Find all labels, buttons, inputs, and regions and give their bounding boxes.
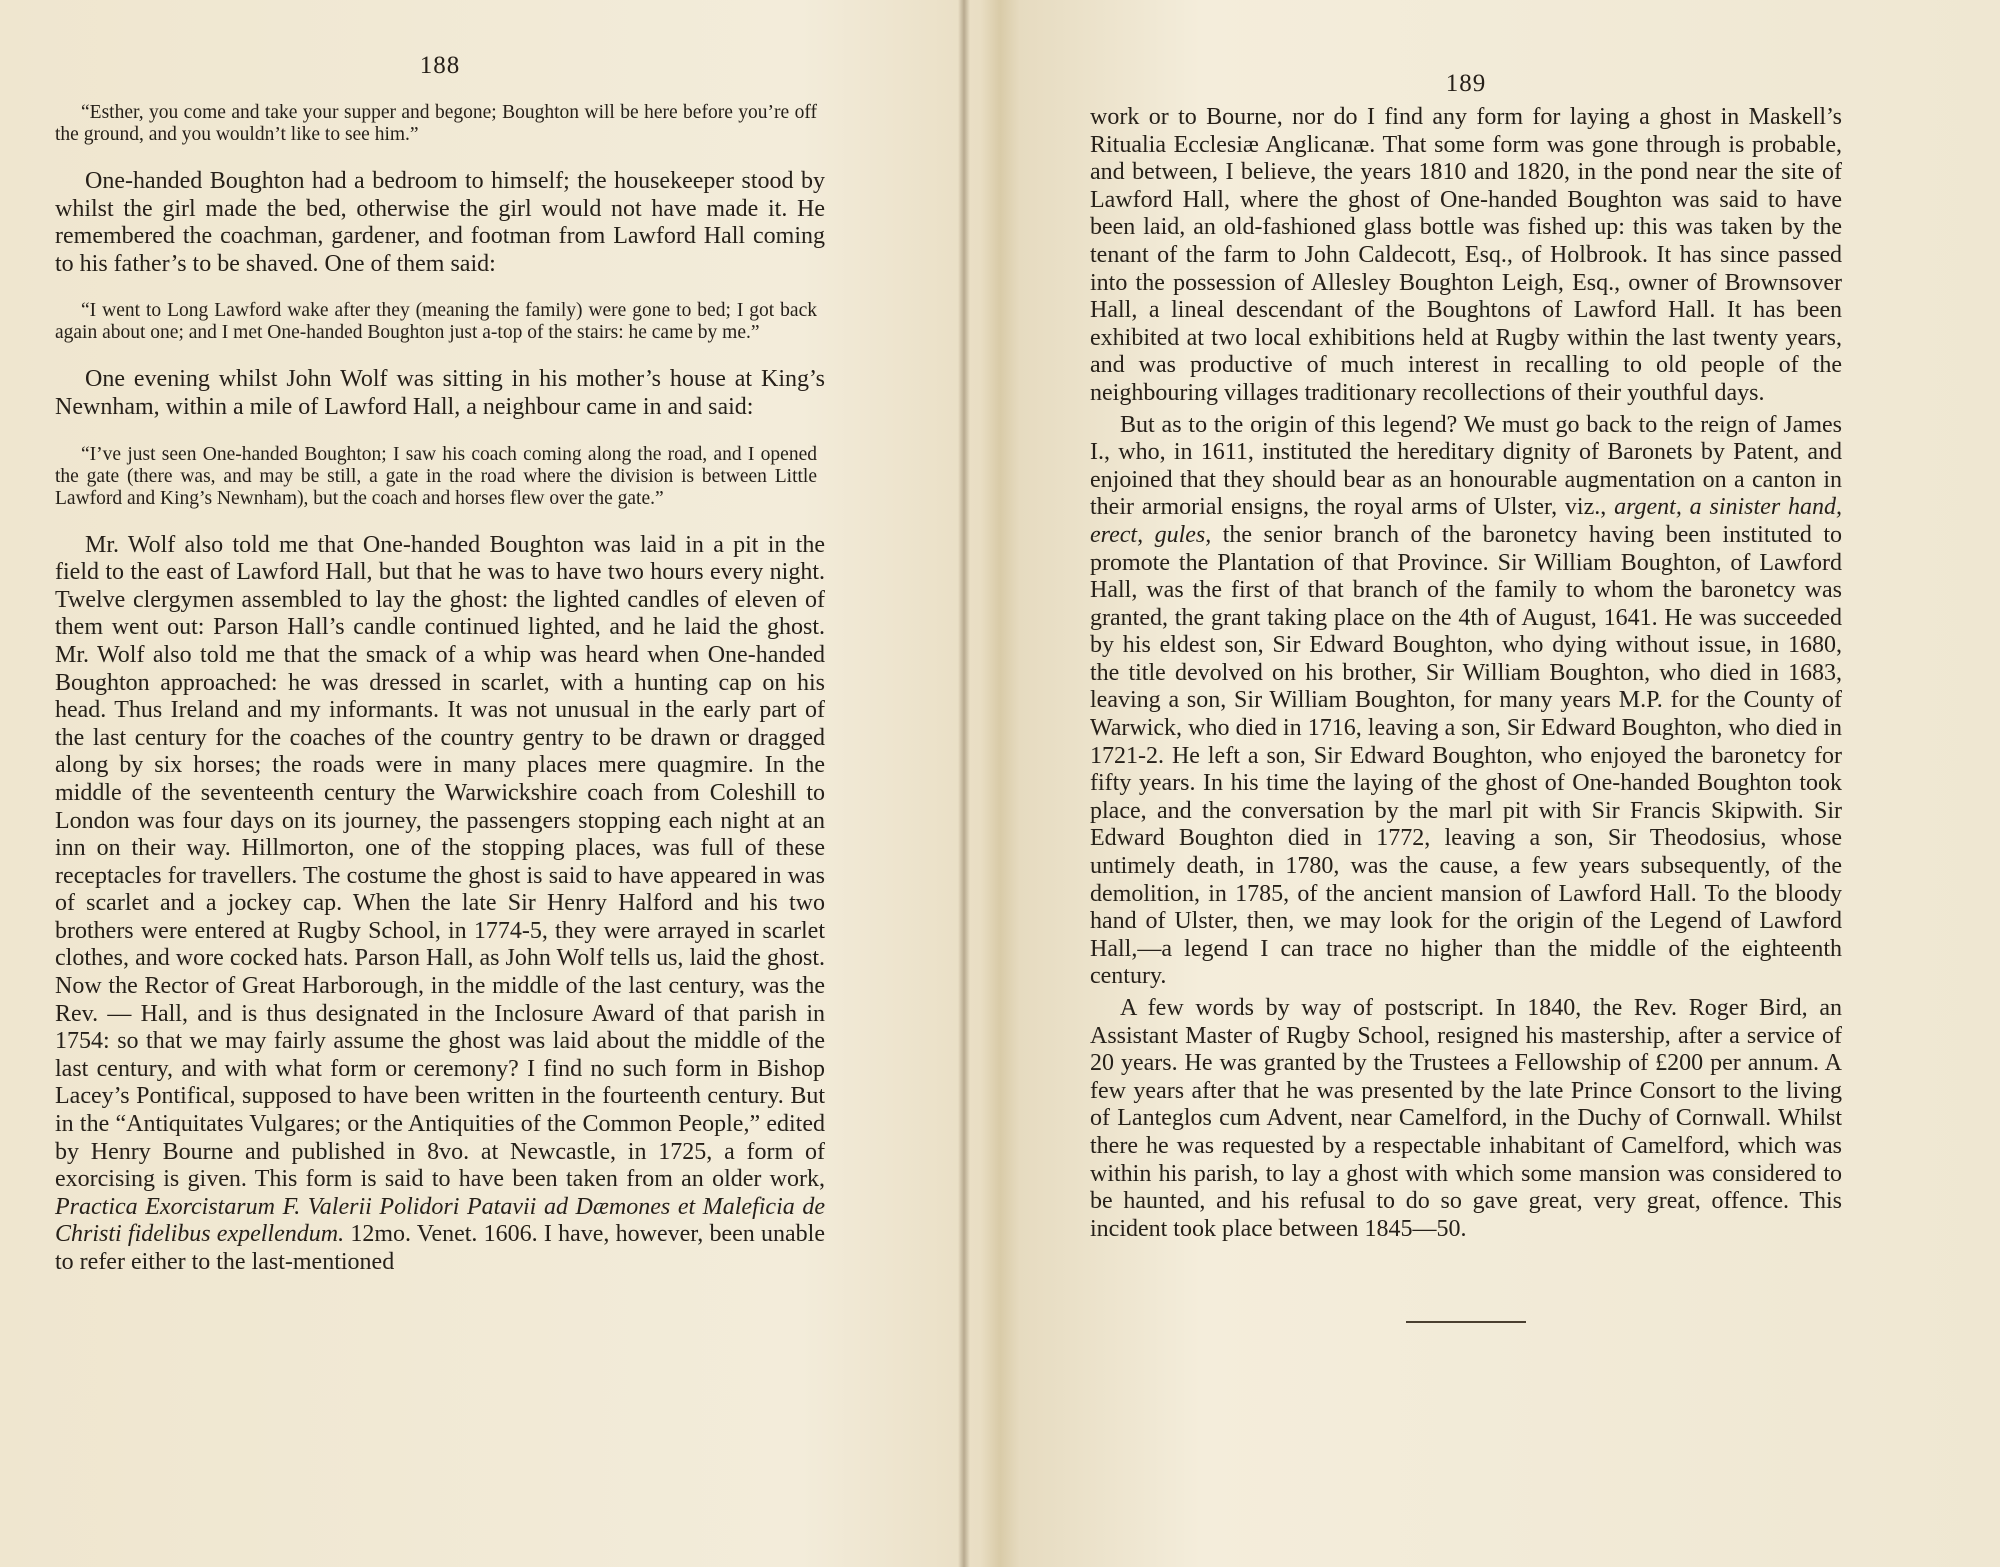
body-text: the senior branch of the baronetcy having been instituted to promote the Plantation of that Province. Sir William Boughton, of Lawford Hall, was the first of that branch of the family to whom the baronetcy was granted, the grant taking place on the 4th of August, 1641. He was succeeded by his eldest son, Sir Edward Boughton, who dying without issue, in 1680, the title devolved on his brother, Sir William Boughton, who died in 1683, leaving a son, Sir William Boughton, for many years M.P. for the County of Warwick, who died in 1716, leaving a son, Sir Edward Boughton, who died in 1721-2. He left a son, Sir Edward Boughton, who enjoyed the baronetcy for fifty years. In his time the laying of the ghost of One-handed Boughton took place, and the conversation by the marl pit with Sir Francis Skipwith. Sir Edward Boughton died in 1772, leaving a son, Sir Theodosius, whose untimely death, in 1780, was the cause, a few years subsequently, of the demolition, in 1785, of the ancient mansion of Lawford Hall. To the bloody hand of Ulster, then, we may look for the origin of the Legend of Lawford Hall,—a legend I can trace no higher than the middle of the eighteenth century.: [1090, 521, 1843, 990]
body-paragraph: A few words by way of postscript. In 1840, the Rev. Roger Bird, an Assistant Master of Rugby School, resigned his mastership, after a service of 20 years. He was granted by the Trustees a Fellowship of £200 per annum. A few years after that he was presented by the late Prince Consort to the living of Lanteglos cum Advent, near Camelford, in the Duchy of Cornwall. Whilst there he was requested by a respectable inhabitant of Camelford, which was within his parish, to lay a ghost with which some mansion was considered to be haunted, and his refusal to do so gave great, very great, offence. This incident took place between 1845—50.: [1090, 995, 1842, 1242]
body-paragraph: [1090, 412, 1842, 991]
section-divider: [1406, 1321, 1526, 1323]
body-paragraph: work or to Bourne, nor do I find any form for laying a ghost in Maskell’s Ritualia Ecclesiæ Anglicanæ. That some form was gone through is probable, and between, I believe, the years 1810 and 1820, in the pond near the site of Lawford Hall, where the ghost of One-handed Boughton was said to have been laid, an old-fashioned glass bottle was fished up: this was taken by the tenant of the farm to John Caldecott, Esq., of Holbrook. It has since passed into the possession of Allesley Boughton Leigh, Esq., owner of Brownsover Hall, a lineal descendant of the Boughtons of Lawford Hall. It has been exhibited at two local exhibitions held at Rugby within the last twenty years, and was productive of much interest in recalling to old people of the neighbouring villages traditionary recollections of their youthful days.: [1090, 104, 1842, 406]
body-paragraph: One-handed Boughton had a bedroom to himself; the housekeeper stood by whilst the girl made the bed, otherwise the girl would not have made it. He remembered the coachman, gardener, and footman from Lawford Hall coming to his father’s to be shaved. One of them said:: [55, 168, 825, 277]
page-number: 188: [419, 52, 461, 79]
latin-title: Practica Exorcistarum F. Valerii Polidori Patavii ad Dæmones et Maleficia de Christi fidelibus expellendum.: [55, 1193, 825, 1248]
quote-paragraph: “Esther, you come and take your supper and begone; Boughton will be here before you’re off the ground, and you wouldn’t like to see him.”: [55, 102, 817, 145]
body-text: Mr. Wolf also told me that One-handed Boughton was laid in a pit in the field to the east of Lawford Hall, but that he was to have two hours every night. Twelve clergymen assembled to lay the ghost: the lighted candles of eleven of them went out: Parson Hall’s candle continued lighted, and he laid the ghost. Mr. Wolf also told me that the smack of a whip was heard when One-handed Boughton approached: he was dressed in scarlet, with a hunting cap on his head. Thus Ireland and my informants. It was not unusual in the early part of the last century for the coaches of the country gentry to be drawn or dragged along by six horses; the roads were in many places mere quagmire. In the middle of the seventeenth century the Warwickshire coach from Coleshill to London was four days on its journey, the passengers stopping each night at an inn on their way. Hillmorton, one of the stopping places, was full of these receptacles for travellers. The costume the ghost is said to have appeared in was of scarlet and a jockey cap. When the late Sir Henry Halford and his two brothers were entered at Rugby School, in 1774-5, they were arrayed in scarlet clothes, and wore cocked hats. Parson Hall, as John Wolf tells us, laid the ghost. Now the Rector of Great Harborough, in the middle of the last century, was the Rev. — Hall, and is thus designated in the Inclosure Award of that parish in 1754: so that we may fairly assume the ghost was laid about the middle of the last century, and with what form or ceremony? I find no such form in Bishop Lacey’s Pontifical, supposed to have been written in the fourteenth century. But in the “Antiquitates Vulgares; or the Antiquities of the Common People,” edited by Henry Bourne and published in 8vo. at Newcastle, in 1725, a form of exorcising is given. This form is said to have been taken from an older work,: [55, 531, 825, 1193]
quote-paragraph: “I went to Long Lawford wake after they (meaning the family) were gone to bed; I got back again about one; and I met One-handed Boughton just a-top of the stairs: he came by me.”: [55, 300, 817, 344]
left-page: [55, 0, 825, 1567]
body-paragraph: [55, 532, 825, 1277]
right-page: [1090, 0, 1842, 1567]
body-text: But as to the origin of this legend? We must go back to the reign of James I., who, in 1611, instituted the hereditary dignity of Baronets by Patent, and enjoined that they should bear as an honourable augmentation on a canton in their armorial ensigns, the royal arms of Ulster, viz.,: [1090, 411, 1842, 521]
page-number: 189: [1445, 70, 1487, 97]
body-text: 12mo. Venet. 1606. I have, however, been unable to refer either to the last-mentioned: [55, 1221, 826, 1275]
quote-paragraph: “I’ve just seen One-handed Boughton; I saw his coach coming along the road, and I opened the gate (there was, and may be still, a gate in the road where the division is between Little Lawford and King’s Newnham), but the coach and horses flew over the gate.”: [55, 443, 817, 509]
heraldic-blazon: argent, a sinister hand, erect, gules,: [1090, 494, 1843, 548]
body-paragraph: One evening whilst John Wolf was sitting in his mother’s house at King’s Newnham, within a mile of Lawford Hall, a neighbour came in and said:: [55, 366, 825, 420]
book-gutter: [958, 0, 970, 1567]
